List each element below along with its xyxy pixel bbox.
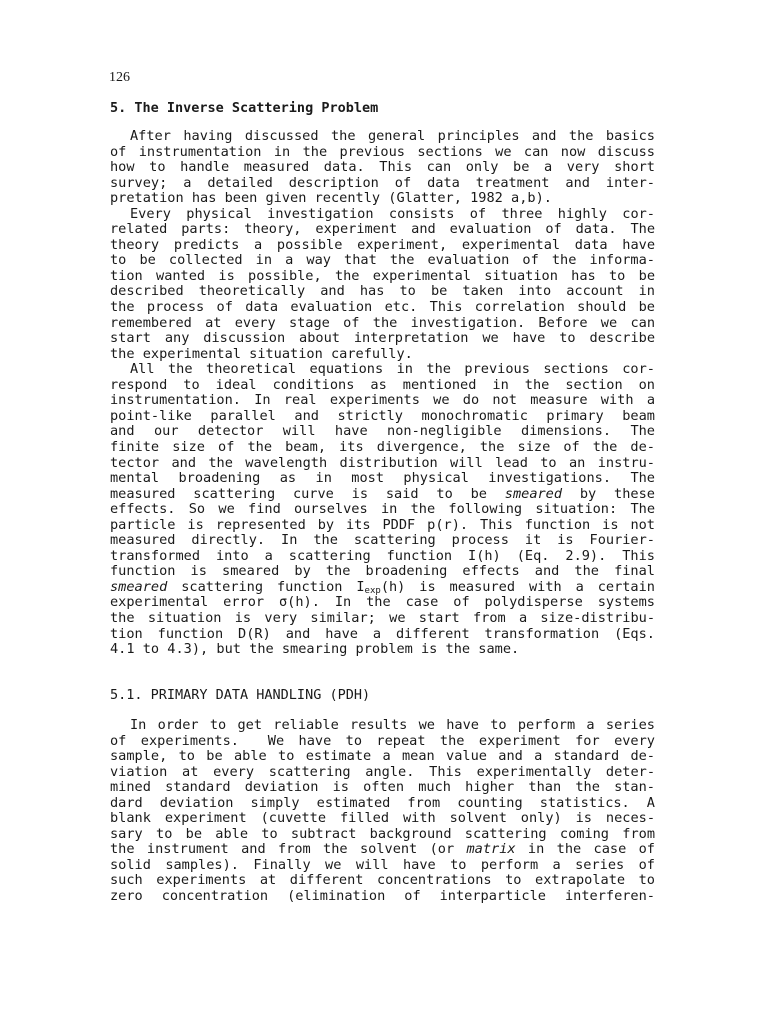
text-line: remembered at every stage of the investigation. Before we can [110,314,655,331]
text-line: measured directly. In the scattering process it is Fourier- [110,532,655,549]
text-line: the process of data evaluation etc. This correlation should be [110,299,655,316]
text-line: sample, to be able to estimate a mean value and a standard de- [110,748,655,765]
text-line: zero concentration (elimination of interparticle interferen- [110,888,655,905]
paragraph-smearing [110,362,655,657]
text-line: pretation has been given recently (Glatter, 1982 a,b). [110,190,552,207]
text-line: Every physical investigation consists of three highly cor- [130,205,655,222]
text-line: blank experiment (cuvette filled with solvent only) is neces- [110,810,655,827]
text-fragment: in the case of [515,841,655,858]
text-line-smeared [110,487,655,503]
text-line: mental broadening as in most physical investigations. The [110,470,655,487]
paragraph-investigation [110,207,655,362]
text-line: respond to ideal conditions as mentioned in the section on [110,376,655,393]
text-line-matrix [110,842,655,858]
text-line: of instrumentation in the previous sections we can now discuss [110,143,655,160]
text-line: All the theoretical equations in the previous sections cor- [130,361,655,378]
paragraph-intro [110,129,655,207]
text-line: and our detector will have non-negligible dimensions. The [110,423,655,440]
text-fragment: measured scattering curve is said to be [110,485,505,502]
text-line: related parts: theory, experiment and evaluation of data. The [110,221,655,238]
text-line: After having discussed the general principles and the basics [130,128,655,144]
text-line: sary to be able to subtract background scattering coming from [110,825,655,842]
text-line: tion wanted is possible, the experimental situation has to be [110,267,655,284]
text-line: point-like parallel and strictly monochromatic primary beam [110,407,655,424]
emphasis-smeared: smeared [504,485,563,502]
text-line: viation at every scattering angle. This experimentally deter- [110,763,655,780]
text-line: function is smeared by the broadening effects and the final [110,563,655,580]
page-number: 126 [109,70,130,85]
text-fragment: scattering function I [167,578,365,595]
text-line: solid samples). Finally we will have to perform a series of [110,856,655,873]
text-line: instrumentation. In real experiments we do not measure with a [110,392,655,409]
subsection-heading: 5.1. PRIMARY DATA HANDLING (PDH) [110,687,371,703]
text-line: to be collected in a way that the evaluation of the informa- [110,252,655,269]
paragraph-pdh [110,718,655,905]
emphasis-matrix: matrix [466,841,516,858]
text-line: the experimental situation carefully. [110,345,413,362]
text-line: tector and the wavelength distribution will lead to an instru- [110,454,655,471]
text-line: particle is represented by its PDDF p(r). This function is not [110,516,655,533]
text-line: mined standard deviation is often much higher than the stan- [110,779,655,796]
text-line: 4.1 to 4.3), but the smearing problem is the same. [110,641,520,658]
text-line-measured [110,580,655,596]
section-heading: 5. The Inverse Scattering Problem [110,100,379,116]
emphasis-smeared: smeared [110,578,168,595]
text-line: such experiments at different concentrations to extrapolate to [110,872,655,889]
text-line: dard deviation simply estimated from counting statistics. A [110,794,655,811]
text-line: survey; a detailed description of data treatment and inter- [110,174,655,191]
text-line: In order to get reliable results we have to perform a series [130,717,655,733]
text-line: tion function D(R) and have a different transformation (Eqs. [110,625,655,642]
text-line: the situation is very similar; we start from a size-distribu- [110,610,655,626]
text-line: transformed into a scattering function I(h) (Eq. 2.9). This [110,547,655,564]
text-fragment: (h) is measured with a certain [380,578,655,595]
text-line: finite size of the beam, its divergence, the size of the de- [110,438,655,455]
text-line: start any discussion about interpretation we have to describe [110,330,655,347]
text-line: of experiments. We have to repeat the experiment for every [110,732,655,749]
subscript-exp: exp [364,585,381,596]
text-line: theory predicts a possible experiment, experimental data have [110,236,655,253]
text-line: described theoretically and has to be taken into account in [110,283,655,300]
text-line: how to handle measured data. This can only be a very short [110,159,655,176]
text-line: experimental error σ(h). In the case of polydisperse systems [110,594,655,611]
text-line: effects. So we find ourselves in the following situation: The [110,501,655,518]
text-fragment: by these [562,485,655,502]
text-fragment: the instrument and from the solvent (or [110,841,467,858]
